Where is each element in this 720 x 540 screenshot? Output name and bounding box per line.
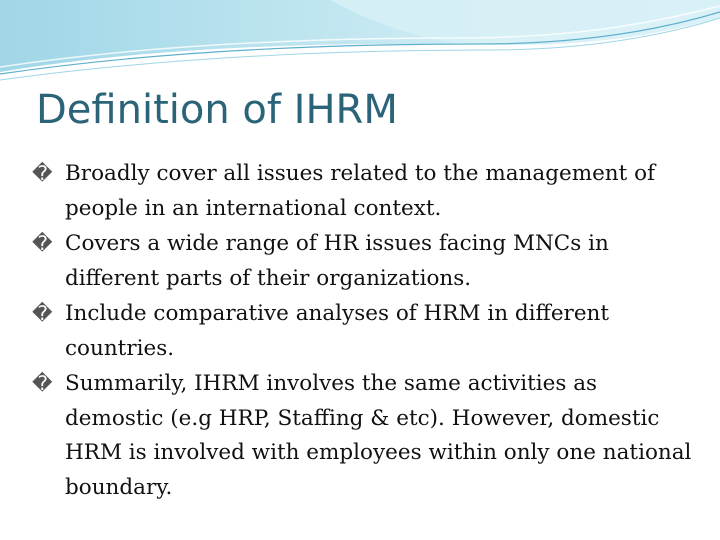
bullet-icon: �: [32, 301, 53, 325]
bullet-text: Covers a wide range of HR issues facing MNCs in different parts of their organizations.: [65, 231, 609, 291]
bullet-icon: �: [32, 371, 53, 395]
bullet-text: Summarily, IHRM involves the same activities as demostic (e.g HRP, Staffing & etc). However, domestic HRM is involved with employees within only one national boundary.: [65, 371, 692, 500]
bullet-icon: �: [32, 161, 53, 185]
slide-title: Definition of IHRM: [36, 87, 398, 133]
bullet-item: [32, 366, 692, 505]
bullet-text: Broadly cover all issues related to the management of people in an international context.: [65, 161, 656, 221]
header-wave-decoration: [0, 0, 720, 90]
bullet-item: [32, 156, 692, 226]
bullet-icon: �: [32, 231, 53, 255]
bullet-text: Include comparative analyses of HRM in different countries.: [65, 301, 610, 361]
bullet-item: [32, 226, 692, 296]
bullet-item: [32, 296, 692, 366]
bullet-list: [32, 156, 692, 505]
